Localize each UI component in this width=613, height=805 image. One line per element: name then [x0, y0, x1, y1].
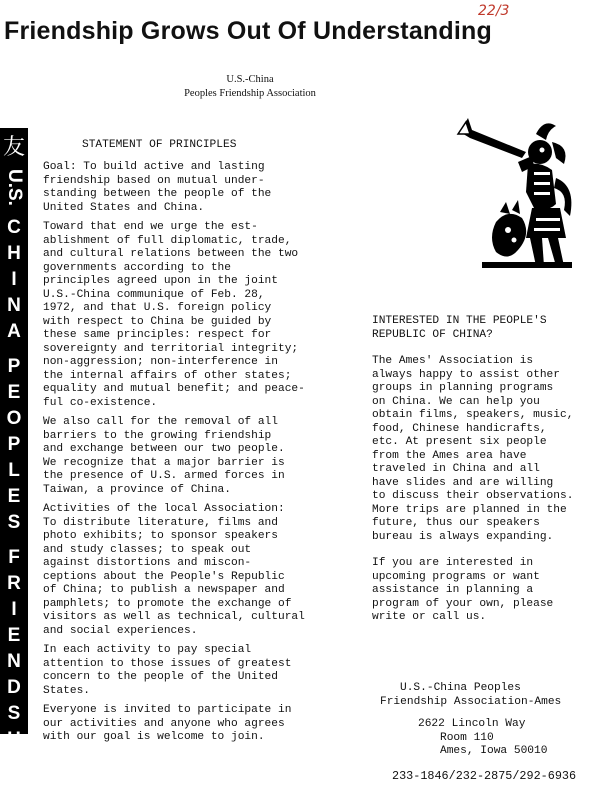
text-line: sovereignty and territorial integrity;: [43, 342, 299, 355]
principles-column: [43, 161, 343, 751]
text-line: ceptions about the People's Republic: [43, 570, 285, 583]
text-line: from the Ames area have: [372, 449, 527, 462]
sidebar-word-gap: [4, 345, 24, 354]
sidebar-letter: I: [11, 754, 17, 776]
text-line: We recognize that a major barrier is: [43, 456, 285, 469]
text-line: with our goal is welcome to join.: [43, 731, 265, 743]
text-line: traveled in China and all: [372, 463, 540, 475]
org-header-line: U.S.-China: [226, 74, 274, 85]
text-line: equality and mutual benefit; and peace-: [43, 383, 305, 395]
text-line: Goal: To build active and lasting: [43, 161, 265, 173]
sidebar-letter: F: [8, 546, 20, 568]
text-line: governments according to the: [43, 261, 231, 274]
text-line: groups in planning programs: [372, 382, 554, 394]
text-line: non-aggression; non-interference in: [43, 356, 278, 368]
text-line: U.S.-China communique of Feb. 28,: [43, 288, 265, 301]
info-column: [372, 315, 602, 638]
phone-numbers: 233-1846/232-2875/292-6936: [392, 768, 577, 783]
text-line: States.: [43, 684, 90, 697]
handwritten-annotation: 22/3: [478, 3, 510, 19]
text-line: and social experiences.: [43, 624, 198, 637]
address-org-line: Friendship Association-Ames: [380, 695, 562, 708]
text-line: on China. We can help you: [372, 395, 540, 408]
sidebar-letter: L: [8, 459, 20, 481]
sidebar-letter: I: [11, 268, 17, 290]
text-line: Activities of the local Association:: [43, 503, 285, 515]
sidebar-letter: E: [7, 624, 21, 646]
text-line: Toward that end we urge the est-: [43, 221, 258, 233]
sidebar-letter: A: [7, 320, 21, 342]
sidebar-words: [4, 160, 24, 805]
text-line: We also call for the removal of all: [43, 416, 278, 428]
text-line: future, thus our speakers: [372, 517, 540, 529]
address-street-line: 2622 Lincoln Way: [418, 718, 526, 730]
text-line: visitors as well as technical, cultural: [43, 611, 305, 623]
address-block: [380, 682, 577, 783]
text-line: our activities and anyone who agrees: [43, 717, 285, 730]
statement-title: STATEMENT OF PRINCIPLES: [82, 139, 237, 151]
sidebar-letter: H: [7, 242, 21, 264]
sidebar-letter: E: [7, 485, 21, 507]
text-line: etc. At present six people: [372, 436, 547, 448]
text-line: write or call us.: [372, 611, 487, 623]
paragraph: [43, 704, 343, 745]
text-line: INTERESTED IN THE PEOPLE'S: [372, 315, 547, 327]
sidebar-letter: S: [7, 511, 21, 533]
sidebar-letter: U.S.: [4, 169, 25, 206]
text-line: barriers to the growing friendship: [43, 429, 272, 442]
paragraph: [43, 221, 343, 410]
text-line: friendship based on mutual under-: [43, 174, 265, 187]
text-line: More trips are planned in the: [372, 503, 567, 516]
text-line: upcoming programs or want: [372, 570, 540, 583]
sidebar-letter: O: [6, 407, 22, 429]
sidebar-word-gap: [4, 206, 24, 215]
text-line: ful co-existence.: [43, 396, 158, 409]
text-line: always happy to assist other: [372, 368, 560, 381]
text-line: 1972, and that U.S. foreign policy: [43, 302, 272, 314]
sidebar-letter: P: [7, 780, 21, 802]
text-line: Everyone is invited to participate in: [43, 704, 292, 716]
address-city-line: Ames, Iowa 50010: [440, 745, 548, 757]
sidebar-word: [4, 215, 24, 345]
sidebar-letter: P: [7, 433, 21, 455]
headline: Friendship Grows Out Of Understanding: [4, 17, 492, 45]
sidebar-word: [4, 169, 24, 206]
text-line: photo exhibits; to sponsor speakers: [43, 530, 278, 542]
sidebar-letter: H: [7, 728, 21, 750]
text-line: ablishment of full diplomatic, trade,: [43, 234, 292, 247]
paragraph: [43, 416, 343, 497]
paragraph: [43, 503, 343, 638]
text-line: assistance in planning a: [372, 584, 534, 596]
text-line: have slides and are willing: [372, 476, 554, 489]
address-org-line: U.S.-China Peoples: [400, 682, 521, 694]
text-line: and exchange between our two people.: [43, 443, 285, 455]
sidebar-letter: E: [7, 381, 21, 403]
text-line: with respect to China be guided by: [43, 315, 272, 328]
paragraph: [372, 315, 602, 342]
sidebar-word-gap: [4, 160, 24, 169]
sidebar-letter: N: [7, 650, 21, 672]
text-line: pamphlets; to promote the exchange of: [43, 597, 292, 610]
org-header: [150, 73, 350, 101]
sidebar-letter: N: [7, 294, 21, 316]
text-line: bureau is always expanding.: [372, 530, 554, 543]
text-line: of China; to publish a newspaper and: [43, 584, 285, 596]
text-line: the internal affairs of other states;: [43, 369, 292, 382]
text-line: REPUBLIC OF CHINA?: [372, 328, 493, 341]
text-line: If you are interested in: [372, 557, 534, 569]
paragraph: [43, 161, 343, 215]
sidebar-letter: C: [7, 216, 21, 238]
text-line: United States and China.: [43, 201, 205, 214]
text-line: food, Chinese handicrafts,: [372, 422, 547, 435]
sidebar-letter: I: [11, 598, 17, 620]
text-line: In each activity to pay special: [43, 644, 252, 656]
text-line: principles agreed upon in the joint: [43, 275, 278, 287]
papercut-trumpeter-illustration: [452, 112, 592, 272]
sidebar-letter: R: [7, 572, 21, 594]
text-line: Taiwan, a province of China.: [43, 483, 231, 496]
sidebar-word: [4, 545, 24, 805]
text-line: and study classes; to speak out: [43, 543, 252, 556]
text-line: the presence of U.S. armed forces in: [43, 470, 285, 482]
address-room-line: Room 110: [440, 731, 494, 744]
text-line: standing between the people of the: [43, 188, 272, 200]
text-line: these same principles: respect for: [43, 329, 272, 341]
paragraph: [372, 355, 602, 544]
text-line: to discuss their observations.: [372, 490, 574, 502]
text-line: and cultural relations between the two: [43, 248, 299, 260]
org-header-line: Peoples Friendship Association: [184, 88, 316, 99]
text-line: against distortions and miscon-: [43, 557, 252, 569]
text-line: To distribute literature, films and: [43, 516, 278, 529]
text-line: attention to those issues of greatest: [43, 657, 292, 670]
text-line: The Ames' Association is: [372, 355, 534, 367]
paragraph: [43, 644, 343, 698]
text-line: program of your own, please: [372, 597, 554, 610]
sidebar-word-gap: [4, 536, 24, 545]
sidebar-letter: P: [7, 355, 21, 377]
sidebar-word: [4, 354, 24, 536]
text-line: concern to the people of the United: [43, 671, 278, 683]
paragraph: [372, 557, 602, 625]
vertical-sidebar-banner: [0, 128, 28, 802]
sidebar-letter: D: [7, 676, 21, 698]
friendship-character: 友: [2, 135, 25, 160]
text-line: obtain films, speakers, music,: [372, 409, 574, 421]
sidebar-letter: S: [7, 702, 21, 724]
